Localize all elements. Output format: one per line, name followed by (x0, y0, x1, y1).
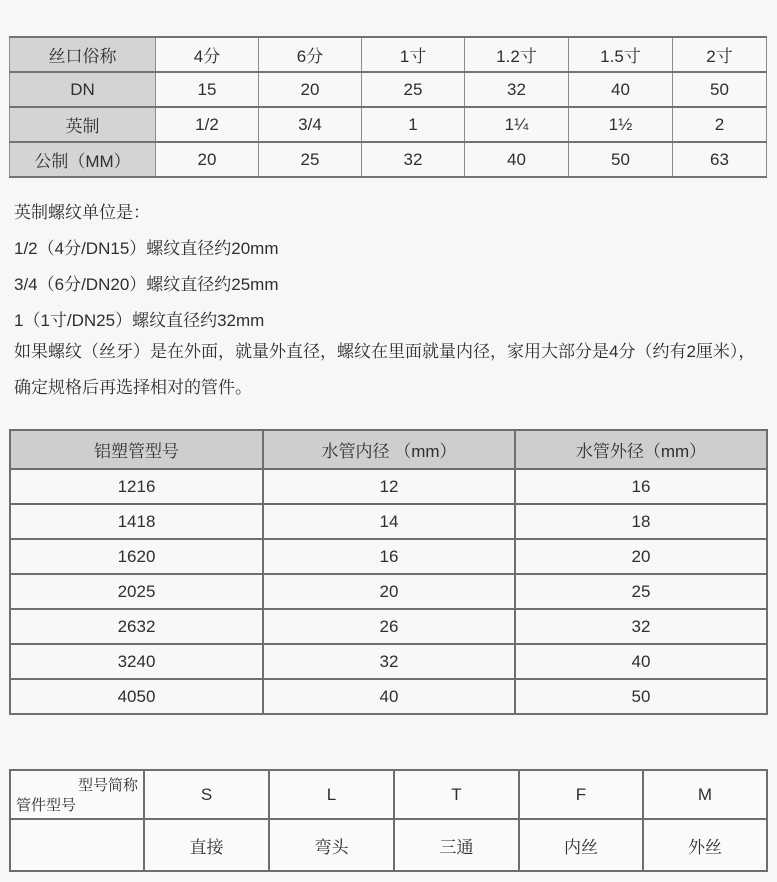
table-row (10, 107, 767, 142)
cell: 三通 (394, 819, 519, 871)
cell: 2寸 (673, 37, 767, 72)
table-row (10, 644, 767, 679)
notes-line: 1（1寸/DN25）螺纹直径约32mm (14, 311, 265, 330)
pipe-model-table (9, 429, 768, 715)
cell: 18 (515, 504, 767, 539)
cell: 32 (465, 72, 569, 107)
cell: 32 (263, 644, 515, 679)
cell: 1¼ (465, 107, 569, 142)
table-row (10, 679, 767, 714)
table-row (10, 574, 767, 609)
cell: 25 (259, 142, 362, 177)
diagonal-label-fitting-model: 管件型号 (16, 797, 77, 814)
cell: 2632 (10, 609, 263, 644)
cell: 14 (263, 504, 515, 539)
cell: 6分 (259, 37, 362, 72)
diagonal-header-cell (10, 770, 144, 819)
col-header-outer-diameter: 水管外径（mm） (515, 430, 767, 469)
row-header-dn: DN (10, 72, 156, 107)
cell: 3240 (10, 644, 263, 679)
col-header-code: T (394, 770, 519, 819)
row-header-metric: 公制（MM） (10, 142, 156, 177)
thread-notes (14, 195, 766, 339)
table-row (10, 142, 767, 177)
table-row (10, 819, 767, 871)
cell: 32 (362, 142, 465, 177)
cell: 25 (362, 72, 465, 107)
notes-line: 3/4（6分/DN20）螺纹直径约25mm (14, 275, 279, 294)
cell: 25 (515, 574, 767, 609)
col-header-code: F (519, 770, 643, 819)
fitting-code-table (9, 769, 768, 872)
cell: 12 (263, 469, 515, 504)
cell: 1418 (10, 504, 263, 539)
cell: 直接 (144, 819, 269, 871)
cell: 26 (263, 609, 515, 644)
table-header-row (10, 430, 767, 469)
cell: 1620 (10, 539, 263, 574)
measuring-tip-paragraph: 如果螺纹（丝牙）是在外面，就量外直径，螺纹在里面就量内径，家用大部分是4分（约有2厘米），确定规格后再选择相对的管件。 (14, 342, 756, 397)
cell: 1½ (569, 107, 673, 142)
table-row (10, 72, 767, 107)
table-row (10, 504, 767, 539)
col-header-code: S (144, 770, 269, 819)
cell: 20 (259, 72, 362, 107)
row-header-imperial: 英制 (10, 107, 156, 142)
cell: 1.5寸 (569, 37, 673, 72)
thread-size-table (9, 36, 767, 178)
cell: 内丝 (519, 819, 643, 871)
cell: 40 (569, 72, 673, 107)
notes-line: 1/2（4分/DN15）螺纹直径约20mm (14, 239, 279, 258)
cell: 20 (263, 574, 515, 609)
col-header-model: 铝塑管型号 (10, 430, 263, 469)
cell: 40 (465, 142, 569, 177)
cell: 63 (673, 142, 767, 177)
cell: 40 (515, 644, 767, 679)
cell: 15 (156, 72, 259, 107)
cell: 3/4 (259, 107, 362, 142)
cell: 20 (515, 539, 767, 574)
cell: 2 (673, 107, 767, 142)
cell: 16 (263, 539, 515, 574)
cell: 1216 (10, 469, 263, 504)
table-row (10, 609, 767, 644)
cell: 40 (263, 679, 515, 714)
cell: 4050 (10, 679, 263, 714)
cell: 16 (515, 469, 767, 504)
col-header-code: M (643, 770, 767, 819)
cell: 50 (515, 679, 767, 714)
cell: 2025 (10, 574, 263, 609)
cell: 弯头 (269, 819, 394, 871)
cell: 4分 (156, 37, 259, 72)
table-row (10, 469, 767, 504)
cell: 1/2 (156, 107, 259, 142)
cell: 20 (156, 142, 259, 177)
cell: 1.2寸 (465, 37, 569, 72)
cell: 1寸 (362, 37, 465, 72)
diagonal-label-model-abbr: 型号简称 (77, 777, 138, 794)
table-row (10, 37, 767, 72)
table-header-row (10, 770, 767, 819)
notes-title: 英制螺纹单位是： (14, 203, 150, 222)
table-row (10, 539, 767, 574)
row-header-common-name: 丝口俗称 (10, 37, 156, 72)
cell: 50 (673, 72, 767, 107)
cell: 50 (569, 142, 673, 177)
cell: 外丝 (643, 819, 767, 871)
cell: 1 (362, 107, 465, 142)
empty-cell (10, 819, 144, 871)
cell: 32 (515, 609, 767, 644)
col-header-code: L (269, 770, 394, 819)
col-header-inner-diameter: 水管内径 （mm） (263, 430, 515, 469)
